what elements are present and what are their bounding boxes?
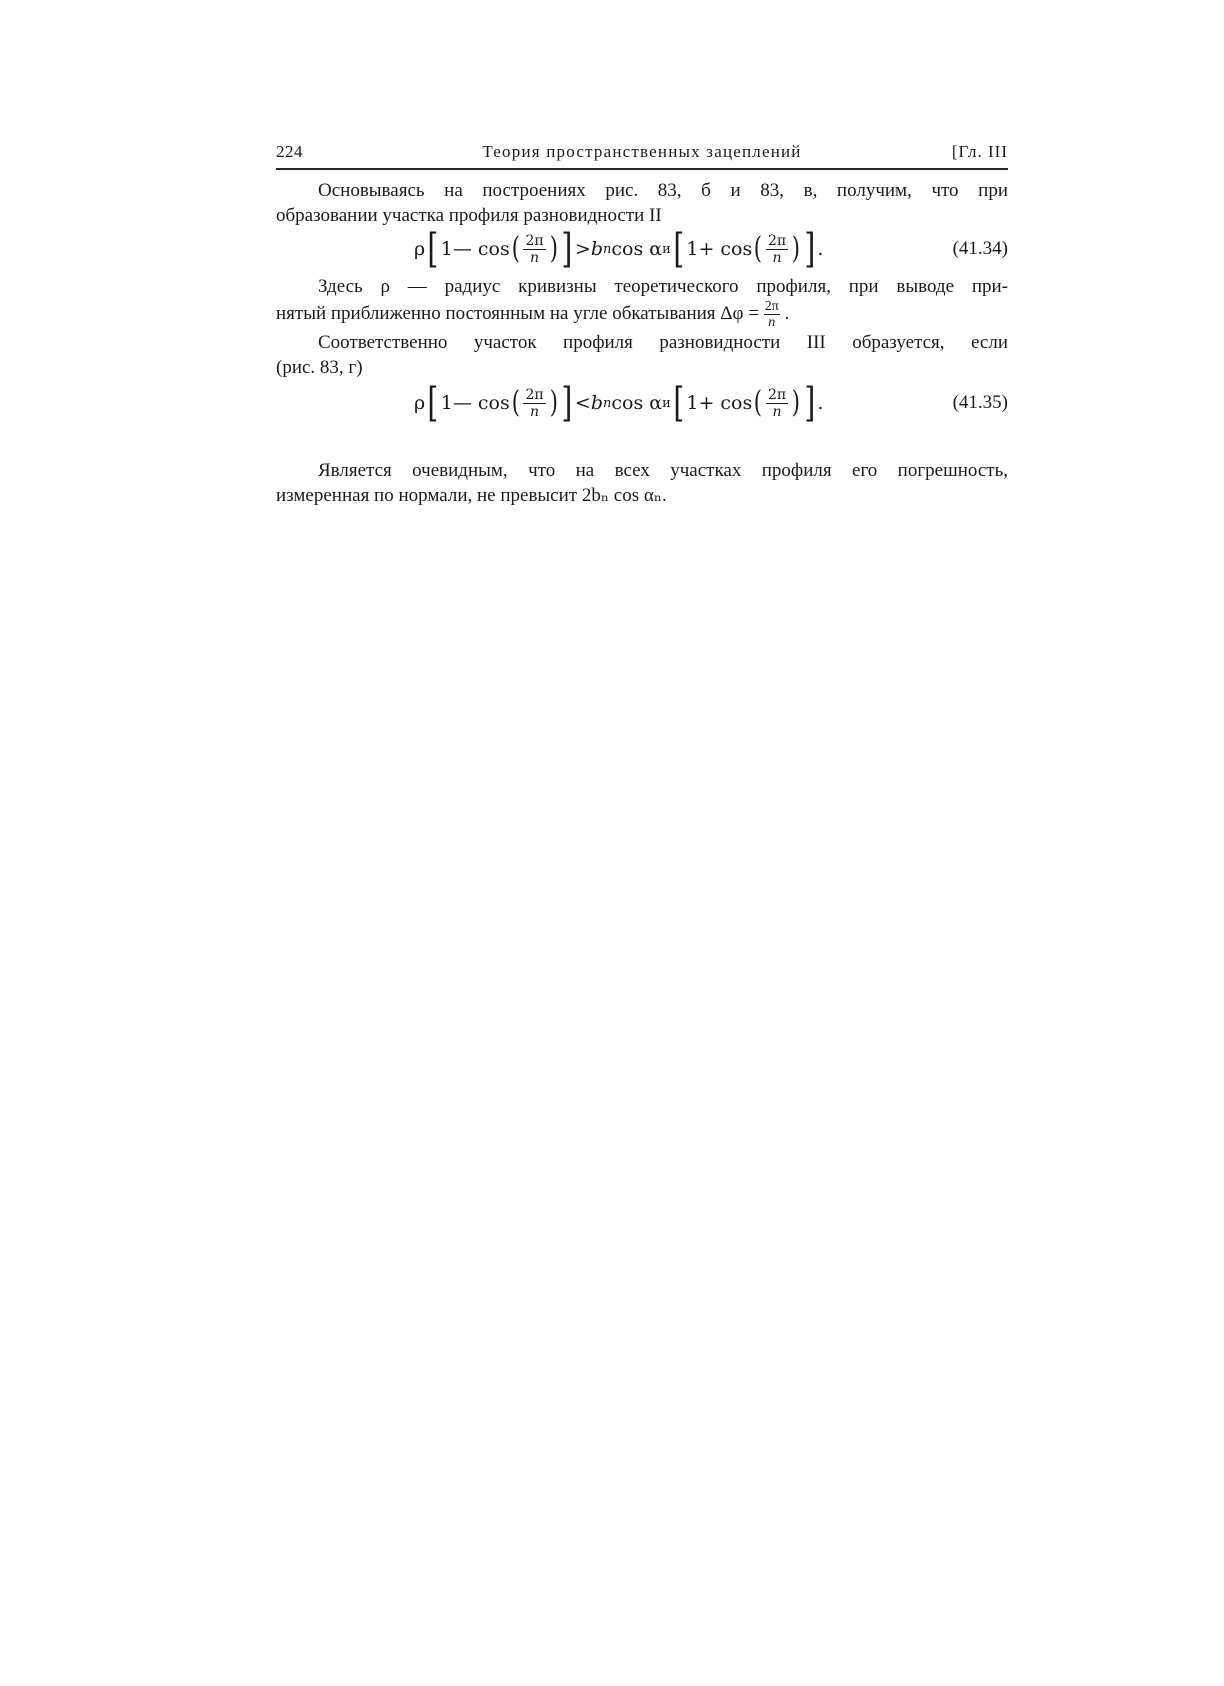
paragraph-1 — [276, 178, 1008, 228]
paragraph-4-line-1: Является очевидным, что на всех участках профиля его погрешность, — [318, 460, 1008, 481]
equation-number: (41.34) — [952, 238, 1008, 259]
equation-number: (41.35) — [952, 392, 1008, 413]
fraction: $\frac{2\pi}{n}$ — [764, 299, 779, 330]
paragraph-3-line-1: Соответственно участок профиля разновидности III образуется, если — [318, 332, 1008, 353]
formula-41-35 — [276, 380, 1008, 426]
chapter-label: [Гл. III — [951, 142, 1008, 161]
paragraph-2-line-2: нятый приближенно постоянным на угле обкатывания Δφ = $\frac{2\pi}{n}$ . — [276, 299, 790, 330]
formula-41-34-expression: ρ [ 1 — cos ( $\frac{2\pi}{n}$ ) ] > b n cos α и [ 1 + cos ( $\frac{2\pi}{n}$ ) ] . — [414, 226, 824, 272]
paragraph-1-line-2: образовании участка профиля разновидности II — [276, 205, 662, 226]
running-title: Теория пространственных зацеплений — [482, 142, 802, 161]
fraction: $\frac{2\pi}{n}$ — [525, 232, 544, 266]
paragraph-3 — [276, 330, 1008, 380]
page-number: 224 — [276, 142, 303, 161]
formula-41-34 — [276, 226, 1008, 272]
formula-41-35-expression: ρ [ 1 — cos ( $\frac{2\pi}{n}$ ) ] < b n cos α и [ 1 + cos ( $\frac{2\pi}{n}$ ) ] . — [414, 380, 824, 426]
paragraph-4-line-2: измеренная по нормали, не превысит 2bₙ cos αₙ. — [276, 485, 667, 506]
running-header — [276, 140, 1008, 170]
paragraph-4 — [276, 458, 1008, 508]
fraction: $\frac{2\pi}{n}$ — [767, 386, 787, 420]
paragraph-1-line-1: Основываясь на построениях рис. 83, б и 83, в, получим, что при — [318, 180, 1008, 201]
fraction: $\frac{2\pi}{n}$ — [525, 386, 544, 420]
fraction: $\frac{2\pi}{n}$ — [767, 232, 787, 266]
paragraph-2 — [276, 274, 1008, 330]
paragraph-3-line-2: (рис. 83, г) — [276, 357, 363, 378]
paragraph-2-line-1: Здесь ρ — радиус кривизны теоретического профиля, при выводе при- — [318, 276, 1008, 297]
